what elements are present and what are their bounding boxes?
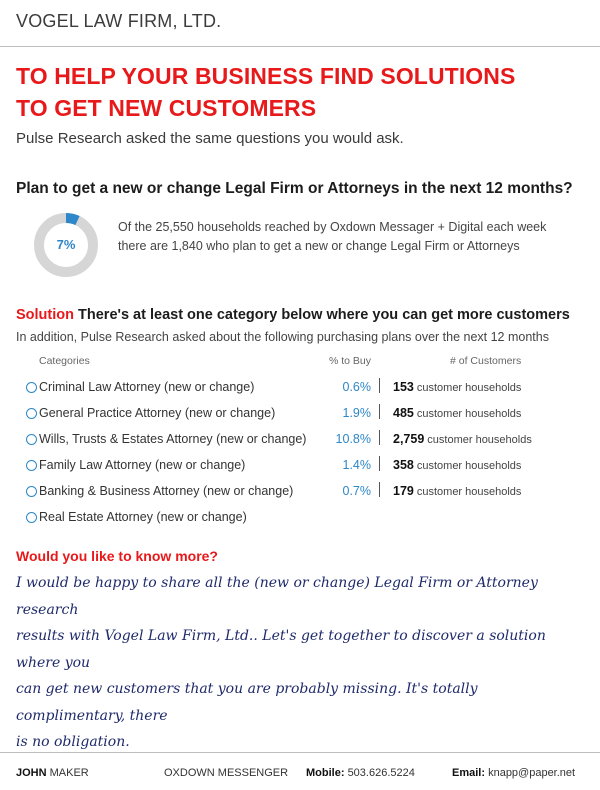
solution-heading-text: There's at least one category below where you can get more customers — [78, 307, 570, 323]
reach-line-1: Of the 25,550 households reached by Oxdown Messager + Digital each week — [118, 220, 547, 234]
solution-heading — [16, 307, 570, 323]
email-contact — [452, 767, 575, 779]
customer-count: 2,759 customer households — [393, 432, 532, 446]
email-address[interactable]: knapp@paper.net — [488, 767, 576, 779]
rep-first-name: JOHN — [16, 767, 47, 779]
donut-percent-label: 7% — [56, 237, 76, 252]
customer-count: 358 customer households — [393, 458, 522, 472]
handwritten-message — [16, 570, 591, 756]
column-header-customers: # of Customers — [450, 355, 522, 367]
customer-count: 179 customer households — [393, 484, 522, 498]
firm-name: VOGEL LAW FIRM, LTD. — [16, 11, 222, 31]
message-line-2: results with Vogel Law Firm, Ltd.. Let's get together to discover a solution where you — [16, 628, 546, 671]
contact-footer — [0, 752, 600, 790]
column-header-categories: Categories — [39, 355, 90, 367]
solution-subheading: In addition, Pulse Research asked about the following purchasing plans over the next 12 months — [16, 330, 549, 344]
category-label: Criminal Law Attorney (new or change) — [39, 380, 255, 394]
category-row — [0, 508, 600, 532]
category-label: Real Estate Attorney (new or change) — [39, 510, 247, 524]
category-label: Banking & Business Attorney (new or change) — [39, 484, 294, 498]
bullet-circle-icon — [26, 512, 37, 523]
headline-line-1: TO HELP YOUR BUSINESS FIND SOLUTIONS — [16, 63, 516, 89]
percent-to-buy: 10.8% — [335, 432, 371, 446]
firm-header — [0, 0, 600, 47]
percent-to-buy: 0.6% — [342, 380, 371, 394]
bullet-circle-icon — [26, 434, 37, 445]
category-row — [0, 456, 600, 480]
reach-line-2: there are 1,840 who plan to get a new or change Legal Firm or Attorneys — [118, 239, 520, 253]
column-divider — [379, 482, 380, 497]
message-line-3: can get new customers that you are probably missing. It's totally complimentary, there — [16, 681, 478, 724]
bullet-circle-icon — [26, 408, 37, 419]
mobile-number: 503.626.5224 — [347, 767, 415, 779]
column-divider — [379, 456, 380, 471]
column-divider — [379, 430, 380, 445]
customer-unit: customer households — [416, 408, 522, 420]
headline — [16, 60, 586, 124]
message-line-4: is no obligation. — [16, 734, 130, 750]
reach-summary — [118, 218, 588, 256]
subheading: Pulse Research asked the same questions you would ask. — [16, 130, 404, 147]
category-row — [0, 404, 600, 428]
customer-unit: customer households — [416, 382, 522, 394]
percent-to-buy: 1.4% — [342, 458, 371, 472]
column-divider — [379, 404, 380, 419]
customer-unit: customer households — [427, 434, 532, 446]
solution-tag: Solution — [16, 307, 74, 323]
know-more-heading: Would you like to know more? — [16, 548, 218, 564]
research-question: Plan to get a new or change Legal Firm or Attorneys in the next 12 months? — [16, 180, 573, 197]
rep-last-name: MAKER — [49, 767, 89, 779]
bullet-circle-icon — [26, 486, 37, 497]
category-row — [0, 378, 600, 402]
bullet-circle-icon — [26, 382, 37, 393]
customer-unit: customer households — [416, 460, 522, 472]
category-label: Family Law Attorney (new or change) — [39, 458, 246, 472]
customer-unit: customer households — [416, 486, 522, 498]
publication-name: OXDOWN MESSENGER — [164, 767, 289, 779]
headline-line-2: TO GET NEW CUSTOMERS — [16, 95, 317, 121]
column-header-percent: % to Buy — [329, 355, 372, 367]
message-line-1: I would be happy to share all the (new or change) Legal Firm or Attorney research — [16, 575, 538, 618]
percent-to-buy: 1.9% — [342, 406, 371, 420]
customer-count: 153 customer households — [393, 380, 522, 394]
mobile-label: Mobile: — [306, 767, 345, 779]
column-divider — [379, 378, 380, 393]
bullet-circle-icon — [26, 460, 37, 471]
email-label: Email: — [452, 767, 486, 779]
category-row — [0, 482, 600, 506]
customer-count: 485 customer households — [393, 406, 522, 420]
percent-to-buy: 0.7% — [342, 484, 371, 498]
category-label: Wills, Trusts & Estates Attorney (new or change) — [39, 432, 307, 446]
mobile-contact — [306, 767, 415, 779]
category-row — [0, 430, 600, 454]
rep-name — [16, 767, 89, 779]
category-label: General Practice Attorney (new or change) — [39, 406, 276, 420]
